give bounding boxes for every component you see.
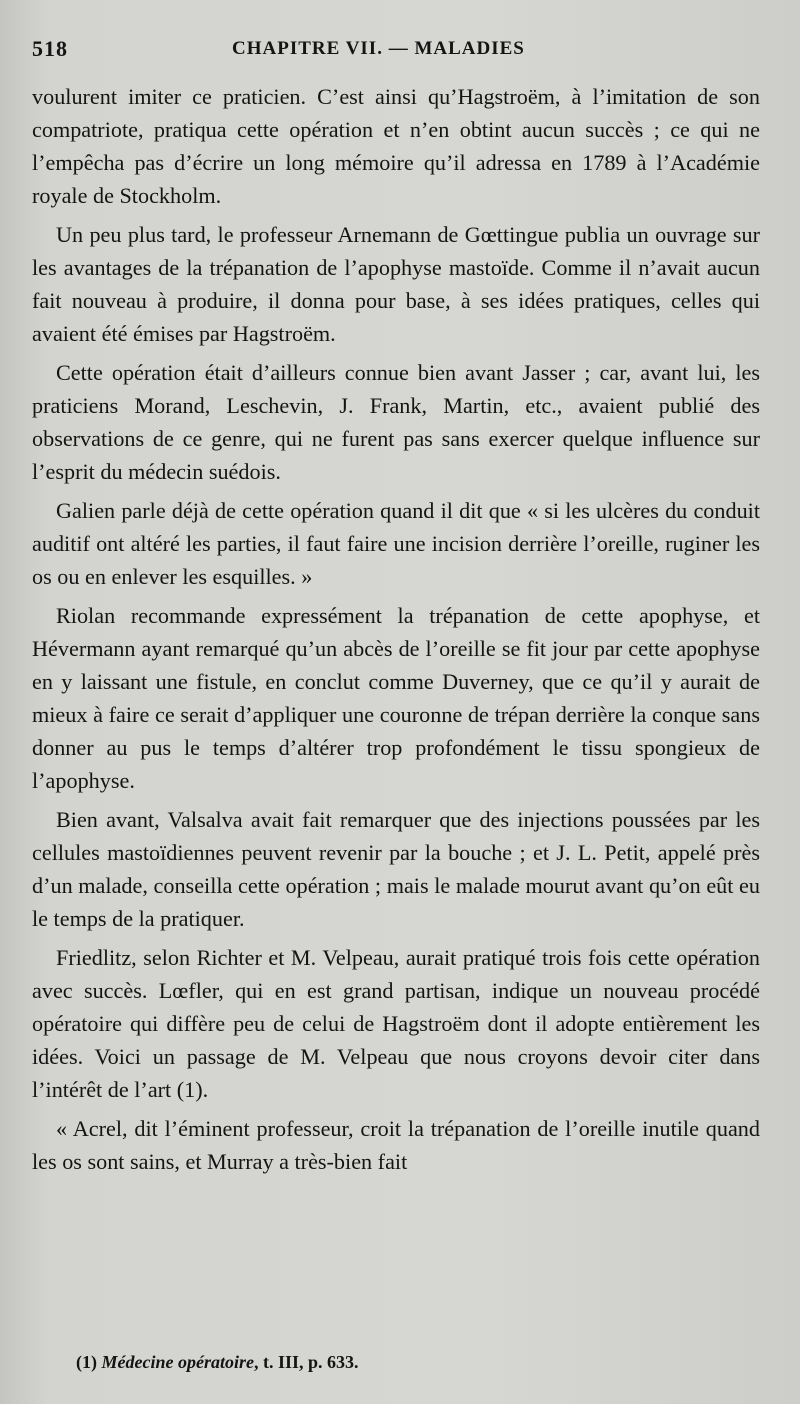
footnote (76, 1352, 359, 1373)
paragraph-valsalva: Bien avant, Valsalva avait fait remarquer que des injections poussées par les cellules mastoïdiennes peuvent revenir par la bouche ; et J. L. Petit, appelé près d’un malade, conseilla cette opération ; mais le malade mourut avant qu’on eût eu le temps de la pratiquer. (32, 807, 760, 931)
paragraph-acrel-quote: « Acrel, dit l’éminent professeur, croit la trépanation de l’oreille inutile quand les os sont sains, et Murray a très-bien fait (32, 1116, 760, 1174)
footnote-title: Médecine opératoire (101, 1352, 254, 1372)
footnote-reference: , t. III, p. 633. (253, 1352, 359, 1372)
paragraph-arnemann: Un peu plus tard, le professeur Arnemann de Gœttingue publia un ouvrage sur les avantages de la trépanation de l’apophyse mastoïde. Comme il n’avait aucun fait nouveau à produire, il donna pour base, à ses idées pratiques, celles qui avaient été émises par Hagstroëm. (32, 222, 760, 346)
paragraph-riolan: Riolan recommande expressément la trépanation de cette apophyse, et Hévermann ayant remarqué qu’un abcès de l’oreille se fit jour par cette apophyse en y laissant une fistule, en conclut comme Duverney, que ce qu’il y aurait de mieux à faire ce serait d’appliquer une couronne de trépan derrière la conque sans donner au pus le temps d’altérer trop profondément le tissu spongieux de l’apophyse. (32, 603, 760, 793)
paragraph-continuation: voulurent imiter ce praticien. C’est ainsi qu’Hagstroëm, à l’imitation de son compatriote, pratiqua cette opération et n’en obtint aucun succès ; ce qui ne l’empêcha pas d’écrire un long mémoire qu’il adressa en 1789 à l’Académie royale de Stockholm. (32, 84, 760, 208)
page-number: 518 (32, 36, 68, 61)
footnote-marker: (1) (76, 1352, 97, 1372)
paragraph-jasser: Cette opération était d’ailleurs connue bien avant Jasser ; car, avant lui, les praticiens Morand, Leschevin, J. Frank, Martin, etc., avaient publié des observations de ce genre, qui ne furent pas sans exercer quelque influence sur l’esprit du médecin suédois. (32, 360, 760, 484)
paragraph-friedlitz: Friedlitz, selon Richter et M. Velpeau, aurait pratiqué trois fois cette opération avec succès. Lœfler, qui en est grand partisan, indique un nouveau procédé opératoire qui diffère peu de celui de Hagstroëm dont il adopte entièrement les idées. Voici un passage de M. Velpeau que nous croyons devoir citer dans l’intérêt de l’art (1). (32, 945, 760, 1102)
running-title: CHAPITRE VII. — MALADIES (232, 38, 525, 59)
paragraph-galien: Galien parle déjà de cette opération quand il dit que « si les ulcères du conduit auditif ont altéré les parties, il faut faire une incision derrière l’oreille, ruginer les os ou en enlever les esquilles. » (32, 498, 760, 589)
running-head (32, 36, 760, 66)
body-text (32, 80, 760, 1184)
